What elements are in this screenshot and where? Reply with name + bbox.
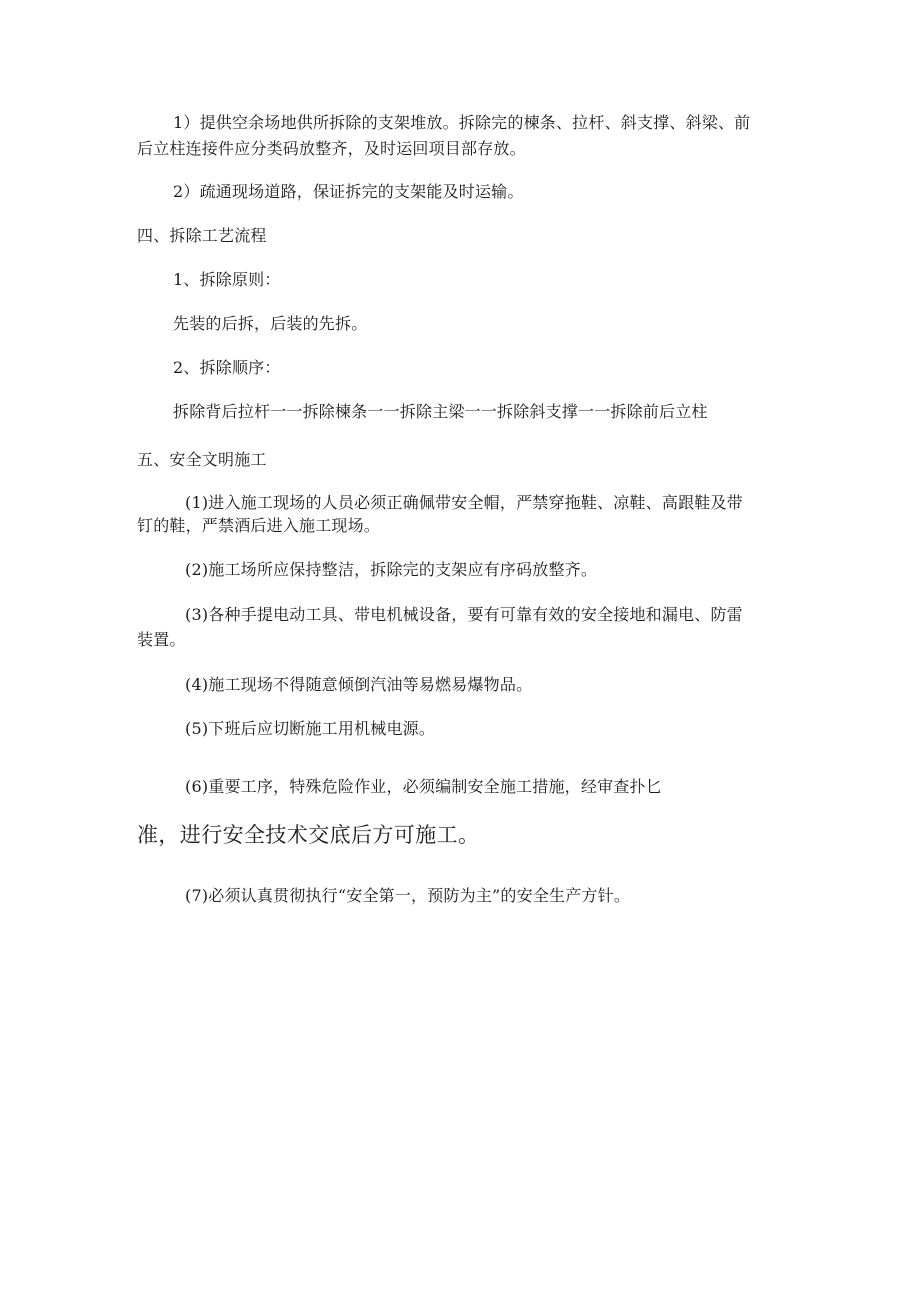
section-5-item-6-line-1: (6)重要工序，特殊危险作业，必须编制安全施工措施，经审查扑匕 (185, 777, 662, 796)
paragraph-1-line-2: 后立柱连接件应分类码放整齐，及时运回项目部存放。 (137, 139, 526, 158)
paragraph-1-line-1: 1）提供空余场地供所拆除的支架堆放。拆除完的楝条、拉杆、斜支撑、斜梁、前 (173, 113, 751, 132)
section-5-item-3-line-1: (3)各种手提电动工具、带电机械设备，要有可靠有效的安全接地和漏电、防雷 (185, 605, 743, 624)
section-4-heading: 四、拆除工艺流程 (137, 226, 267, 245)
section-5-item-3-line-2: 装置。 (137, 630, 186, 649)
section-5-item-2: (2)施工场所应保持整洁，拆除完的支架应有序码放整齐。 (185, 560, 598, 579)
section-4-item-2-body: 拆除背后拉杆一一拆除楝条一一拆除主梁一一拆除斜支撑一一拆除前后立柱 (173, 402, 708, 421)
section-5-item-5: (5)下班后应切断施工用机械电源。 (185, 719, 436, 738)
section-5-item-6-line-2: 准，进行安全技术交底后方可施工。 (137, 823, 480, 847)
section-5-item-4: (4)施工现场不得随意倾倒汽油等易燃易爆物品。 (185, 675, 533, 694)
section-5-item-1-line-1: (1)进入施工现场的人员必须正确佩带安全帽，严禁穿拖鞋、凉鞋、高跟鞋及带 (185, 493, 743, 512)
paragraph-2: 2）疏通现场道路，保证拆完的支架能及时运输。 (173, 182, 524, 201)
section-5-item-1-line-2: 钉的鞋，严禁酒后进入施工现场。 (137, 516, 381, 535)
section-4-item-1-title: 1、拆除原则： (173, 270, 281, 289)
section-4-item-2-title: 2、拆除顺序： (173, 358, 281, 377)
section-5-heading: 五、安全文明施工 (137, 450, 267, 469)
section-4-item-1-body: 先装的后拆，后装的先拆。 (173, 314, 368, 333)
section-5-item-7: (7)必须认真贯彻执行“安全第一，预防为主”的安全生产方针。 (185, 886, 631, 905)
